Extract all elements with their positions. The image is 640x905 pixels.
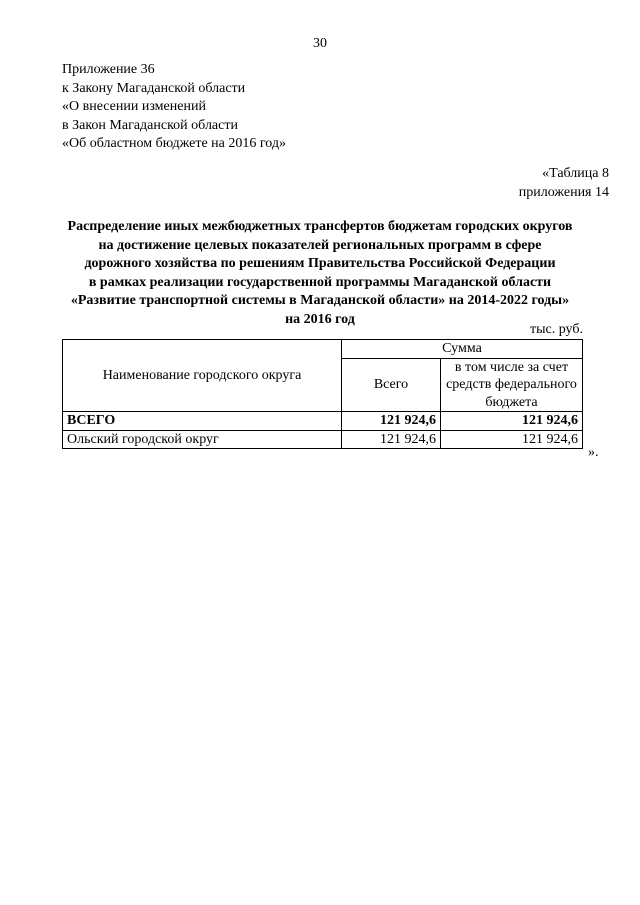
table-ref-line: приложения 14 <box>518 184 609 200</box>
table-row <box>63 430 583 449</box>
header-total: Всего <box>342 358 441 412</box>
page-number: 30 <box>313 36 327 51</box>
header-federal: в том числе за счет средств федерального бюджета <box>441 358 583 412</box>
annex-line: «Об областном бюджете на 2016 год» <box>62 136 286 152</box>
header-district-name: Наименование городского округа <box>63 340 342 412</box>
row-name: Ольский городской округ <box>63 430 342 449</box>
annex-line: Приложение 36 <box>62 62 155 77</box>
closing-quote: ». <box>588 445 599 460</box>
row-name: ВСЕГО <box>63 412 342 431</box>
annex-line: «О внесении изменений <box>62 99 206 115</box>
title-line: Распределение иных межбюджетных трансфертов бюджетам городских округов <box>67 219 573 234</box>
units-label: тыс. руб. <box>530 322 583 337</box>
row-federal: 121 924,6 <box>441 430 583 449</box>
table-reference <box>519 165 609 202</box>
title-line: дорожного хозяйства по решениям Правительства Российской Федерации <box>84 256 556 272</box>
header-row <box>63 340 583 359</box>
title-line: в рамках реализации государственной программы Магаданской области <box>88 274 552 290</box>
table-ref-line: «Таблица 8 <box>542 166 609 181</box>
annex-heading <box>62 61 286 154</box>
row-total: 121 924,6 <box>342 430 441 449</box>
transfers-table <box>62 339 583 449</box>
table-row-total <box>63 412 583 431</box>
row-total: 121 924,6 <box>342 412 441 431</box>
title-line: на 2016 год <box>285 311 355 327</box>
title-line: на достижение целевых показателей региональных программ в сфере <box>98 237 542 253</box>
annex-line: в Закон Магаданской области <box>62 117 238 133</box>
annex-line: к Закону Магаданской области <box>62 80 246 96</box>
header-sum: Сумма <box>342 340 583 359</box>
row-federal: 121 924,6 <box>441 412 583 431</box>
document-title <box>52 218 588 330</box>
title-line: «Развитие транспортной системы в Магаданской области» на 2014-2022 годы» <box>70 293 570 309</box>
